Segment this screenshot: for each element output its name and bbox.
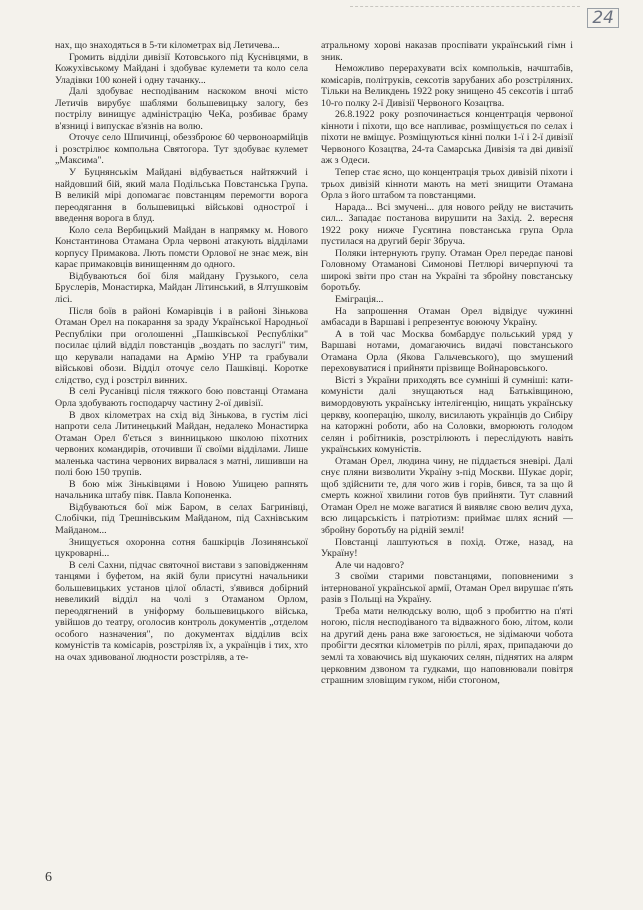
paragraph: Отаман Орел, людина чину, не піддається зневірі. Далі снує пляни визволити Україну з-під Москви. Шукає доріг, щоб здійснити те, для чого жив і горів, бився, та за що й смерть кожної хвилини готов був прийняти. Тут славний Отаман Орел не може вагатися й виявляє свою велич духа, всю лицарськість і патріотизм: приймає шлях ясний — збройну боротьбу на рідній землі! [321,455,573,536]
paragraph: В бою між Зіньківцями і Новою Ушицею рапнять начальника штабу півк. Павла Копоненка. [55,478,308,502]
paragraph: Треба мати нелюдську волю, щоб з пробиттю на п'яті ногою, після несподіваного та відважного бою, літом, коли на другий день рана вже загоюється, не зідімаючи чобота пробігти десятки кілометрів по ріллі, ярах, припадаючи до землі та ховаючись від шукаючих селян, піднятих на алярм церковним дзвоном та гудками, що наповнювали повітря страшним зловіщим гуком, ніби стогоном, [321,605,573,687]
paragraph: Знищується охоронна сотня башкірців Лозинянської цукроварні... [55,536,308,560]
paragraph: Повстанці лаштуються в похід. Отже, назад, на Україну! [321,536,573,560]
paragraph: Еміграція... [335,294,384,306]
paragraph: 26.8.1922 року розпочинається концентрація червоної кінноти і піхоти, що все напливає, розміщується по селах і піхоти не вміщує. Розміщуються кінні полки 1-ї і 2-ї дивізії Червоного Козацтва, 24-та Самарська Дивізія та дві дивізії аж з Одеси. [321,109,573,167]
paragraph: Оточує село Шпичинці, обеззброює 60 червоноармійців і розстрілює компольна Святогора. Тут здобуває кулемет „Максима". [55,132,308,167]
paragraph: Коло села Вербицький Майдан в напрямку м. Нового Константинова Отамана Орла червоні атакують відділами корпусу Примакова. Лють помсти Орлової не знає меж, він карає примаковців винищенням до одного. [55,224,308,271]
paragraph: З своїми старими повстанцями, поповненими з інтернованої української армії, Отаман Орел вирушає п'ять разів з Польщі на Україну. [321,571,573,606]
paragraph: В селі Сахни, підчас святочної вистави з заповідженням танцями і буфетом, на якій були присутні начальники большевицьких установ цілої області, з'явився добірний невеликий відділ на чолі з Отаманом Орлом, переодягнений в уніформу большевицького війська, увійшов до театру, оголосив контроль документів „отделом особого назначения", по документах відділив всіх комуністів та комісарів, розстріляв їх, а українців і тих, хто на очах здивованої людности розстріляв, а те- [55,559,308,663]
paragraph: Але чи надовго? [335,559,405,571]
paragraph: Неможливо перерахувати всіх компольків, начштабів, комісарів, політруків, сексотів зарубаних або розстріляних. Тільки на Великдень 1922 року знищено 45 сексотів і штаб 10-го полку 2-ї Дивізії Червоного Козацтва. [321,63,573,109]
paragraph: Далі здобуває несподіваним наскоком вночі місто Летичів вирубує шаблями большевицьку залогу, без пострілу винищує адміністрацію ЧеКа, розбиває браму в'язниці і випускає в'язнів на волю. [55,86,308,132]
paragraph: Громить відділи дивізії Котовського під Куснівцями, в Кожухівському Майдані і здобуває кулемети та коло села Уладівки 100 коней і одну тачанку... [55,51,308,86]
paragraph: атральному хорові наказав проспівати український гімн і зник. [321,40,573,63]
paragraph: Відбуваються бої біля майдану Грузького, села Бруслерів, Монастирка, Майдан Літинський, в Ялтушковім лісі. [55,270,308,306]
paragraph: В селі Русанівці після тяжкого бою повстанці Отамана Орла здобувають господарчу частину 2-ої дивізії. [55,386,308,409]
right-column [321,40,573,860]
left-column [55,40,308,860]
paragraph: Поляки інтернують групу. Отаман Орел передає панові Головному Отаманові Симоновi Петлюрі вичерпуючі та широкі звіти про стан на Україні та збройну повстанську боротьбу. [321,247,573,294]
paragraph: Після боїв в районі Комарівців і в районі Зінькова Отаман Орел на покарання за зраду Української Народньої Республіки при оголошенні „Пашківської Республіки" посилає цілий відділ повстанців „воздать по заслугі" тим, що керували нападами на Армію УНР та грабували військові обози. Відділ оточує село Пашківці. Коротке слідство, суд і розстріл винних. [55,305,308,386]
paragraph: В двох кілометрах на схід від Зінькова, в густім лісі напроти села Литинецький Майдан, недалеко Монастирка Отаман Орел б'ється з винницькою школою піхотних червоних командирів, оточивши її своїми відділами. Лише маленька частина червоних вирвалася з матні, лишивши на полі бою 150 трупів. [55,409,308,479]
paragraph: Вісті з України приходять все сумніші й сумніші: кати-комуністи далі знущаються над Батьківщиною, вимордовують українську інтелігенцію, нищать українську церкву, кооперацію, школу, висилають українців до Сибіру на каторжні роботи, або на Соловки, вморюють голодом селян і робітників, розстрілюють і переслідують навіть українських комуністів. [321,374,573,456]
top-rule [350,6,580,7]
page-number: 6 [45,870,52,885]
paragraph: Нарада... Всі змучені... для нового рейду не вистачить сил... Западає постанова вирушити на Захід. 2. вересня 1922 року нижче Гусятина повстанська група Орла пустилася на другий беріг Збруча. [321,201,573,248]
paragraph: нах, що знаходяться в 5-ти кілометрах від Летичева... [55,40,280,51]
handwritten-page-number: 24 [587,8,619,28]
paragraph: Тепер стає ясно, що концентрація трьох дивізій піхоти і трьох дивізій кінноти мають на меті знищити Отамана Орла з його штабом та повстанцями. [321,167,573,202]
paragraph: У Буцнянськім Майдані відбувається найтяжчий і найдовший бій, який мала Подільська Повстанська Група. В великій мірі допомагає повстанцям перемогти ворога переодягання в большевицькі військові однострої і введення ворога в блуд. [55,167,308,225]
paragraph: На запрошення Отаман Орел відвідує чужинні амбасади в Варшаві і репрезентує воюючу Україну. [321,305,573,329]
paragraph: А в той час Москва бомбардує польський уряд у Варшаві нотами, домагаючись видачі повстанського Отамана Орла (Якова Гальчевського), що змушений переховуватися і прийняти прізвище Войнаровського. [321,328,573,375]
paragraph: Відбуваються бої між Баром, в селах Багринівці, Слобічки, під Трешнівським Майданом, під Сахнівським Майданом... [55,501,308,536]
